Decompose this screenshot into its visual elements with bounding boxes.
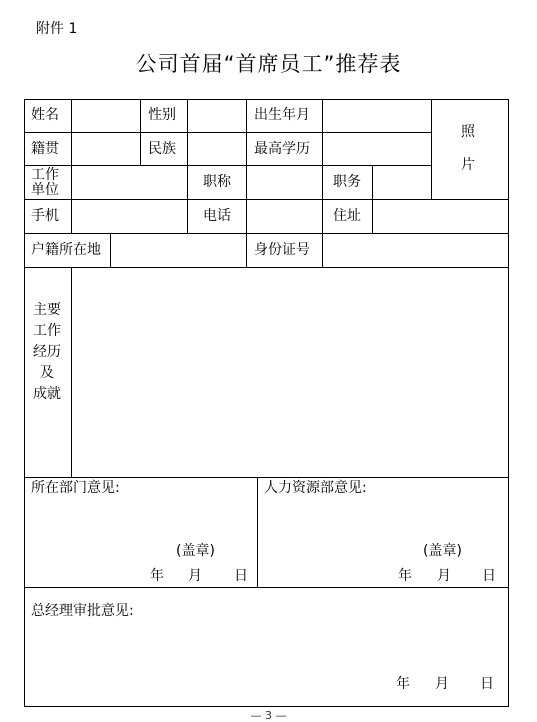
address-label: 住址 [333, 208, 361, 224]
household-label: 户籍所在地 [31, 242, 101, 258]
dept-seal: (盖章) [176, 543, 215, 559]
gm-date-month: 月 [435, 676, 449, 692]
name-label: 姓名 [31, 107, 59, 123]
dept-opinion-label: 所在部门意见: [31, 480, 120, 496]
page-number: — 3 — [250, 709, 287, 722]
gm-opinion-label: 总经理审批意见: [31, 603, 134, 619]
dept-date-month: 月 [188, 568, 202, 584]
education-label: 最高学历 [254, 141, 310, 157]
gm-date-day: 日 [480, 676, 494, 692]
native-place-label: 籍贯 [31, 141, 59, 157]
photo-label-2: 片 [461, 157, 475, 173]
mobile-label: 手机 [31, 208, 59, 224]
photo-label-1: 照 [461, 124, 475, 140]
dept-date-year: 年 [150, 568, 164, 584]
ethnicity-label: 民族 [148, 141, 176, 157]
hr-date-month: 月 [437, 568, 451, 584]
experience-line-1: 主要 [33, 302, 61, 318]
form-title: 公司首届“首席员工”推荐表 [135, 52, 402, 76]
gender-label: 性别 [148, 107, 176, 123]
hr-date-year: 年 [398, 568, 412, 584]
gm-date-year: 年 [396, 676, 410, 692]
work-unit-label-1: 工作 [31, 167, 59, 183]
birth-label: 出生年月 [254, 107, 310, 123]
id-number-label: 身份证号 [254, 242, 310, 258]
work-unit-label-2: 单位 [31, 182, 59, 198]
experience-line-4: 及 [40, 365, 54, 381]
experience-label [27, 300, 67, 405]
experience-line-5: 成就 [33, 386, 61, 402]
hr-opinion-label: 人力资源部意见: [264, 480, 367, 496]
position-label: 职务 [333, 174, 361, 190]
experience-line-2: 工作 [33, 323, 61, 339]
dept-date-day: 日 [234, 568, 248, 584]
hr-seal: (盖章) [423, 543, 462, 559]
experience-line-3: 经历 [33, 344, 61, 360]
hr-date-day: 日 [482, 568, 496, 584]
job-title-label: 职称 [203, 174, 231, 190]
attachment-label: 附件 1 [36, 21, 78, 37]
phone-label: 电话 [203, 208, 231, 224]
